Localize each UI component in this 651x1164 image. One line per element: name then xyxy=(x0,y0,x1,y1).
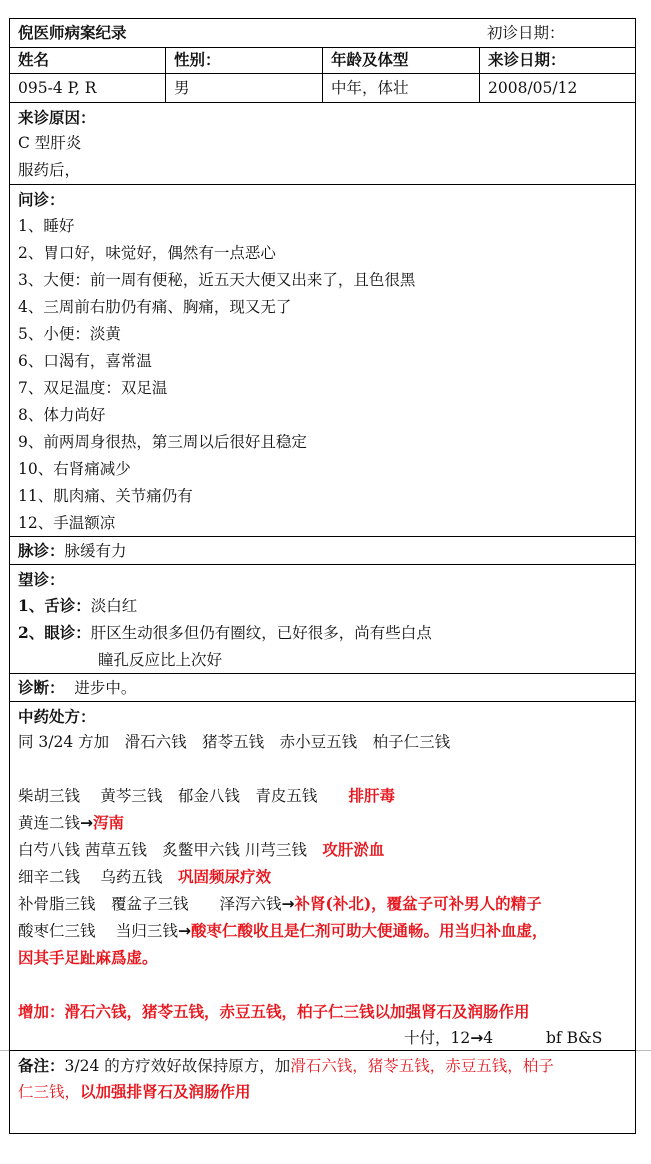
remarks-label: 备注： xyxy=(18,1056,65,1075)
reason-line: 服药后， xyxy=(18,161,81,179)
diagnosis-label: 诊断： xyxy=(18,678,65,697)
age-build-label: 年龄及体型 xyxy=(331,50,409,69)
arrow-icon: → xyxy=(281,895,295,913)
case-record-sheet xyxy=(9,18,636,1134)
tongue-value: 淡白红 xyxy=(90,597,138,615)
herb-note: 补肾(补北)，覆盆子可补男人的精子 xyxy=(294,894,542,913)
gender-label: 性别： xyxy=(174,50,221,69)
visit-label-cell xyxy=(480,48,637,73)
herb-group: 细辛二钱 乌药五钱 xyxy=(18,868,163,886)
herb-note: 巩固频尿疗效 xyxy=(177,867,271,886)
pulse-value: 脉缓有力 xyxy=(64,542,127,560)
patient-name: 095-4 P, R xyxy=(18,79,97,97)
patient-label-row xyxy=(10,48,635,74)
remarks-red-text: 仁三钱， xyxy=(18,1083,81,1101)
diagnosis-section xyxy=(10,674,635,702)
eye-label: 2、眼诊： xyxy=(18,623,91,642)
prescription-label: 中药处方： xyxy=(18,707,96,726)
margin-guide xyxy=(0,1050,9,1051)
pulse-section xyxy=(10,537,635,565)
arrow-icon: → xyxy=(80,814,94,832)
doses-end: 4 xyxy=(483,1029,494,1047)
doses-line xyxy=(404,1027,493,1049)
inquiry-item: 2、胃口好，味觉好，偶然有一点恶心 xyxy=(18,244,276,262)
herb-group: 酸枣仁三钱 当归三钱 xyxy=(18,922,178,940)
inquiry-item: 9、前两周身很热，第三周以后很好且稳定 xyxy=(18,433,307,451)
herb-group: 补骨脂三钱 覆盆子三钱 泽泻六钱 xyxy=(18,895,282,913)
document-title: 倪医师病案纪录 xyxy=(18,23,127,42)
remarks-red-text: 滑石六钱，猪苓五钱，赤豆五钱，柏子 xyxy=(290,1057,554,1075)
name-label-cell xyxy=(10,48,166,73)
inquiry-item: 4、三周前右肋仍有痛、胸痛，现又无了 xyxy=(18,298,292,316)
reason-section xyxy=(10,103,635,185)
age-label-cell xyxy=(323,48,480,73)
doses-count: 十付，12 xyxy=(404,1029,471,1047)
remarks-red-bold-text: 以加强排肾石及润肠作用 xyxy=(80,1082,251,1101)
reason-line: C 型肝炎 xyxy=(18,134,82,152)
pulse-line xyxy=(18,540,127,562)
reason-label: 来诊原因： xyxy=(18,108,96,127)
eye-line-continued: 瞳孔反应比上次好 xyxy=(98,651,223,669)
herb-group: 柴胡三钱 黄芩三钱 郁金八钱 青皮五钱 xyxy=(18,787,318,805)
prescription-line xyxy=(18,893,542,915)
observation-label: 望诊： xyxy=(18,570,65,589)
prescription-line: 同 3/24 方加 滑石六钱 猪苓五钱 赤小豆五钱 柏子仁三钱 xyxy=(18,733,451,751)
eye-line xyxy=(18,622,432,644)
visit-date: 2008/05/12 xyxy=(488,79,578,97)
prescription-line xyxy=(18,785,395,807)
name-label: 姓名 xyxy=(18,50,50,69)
inquiry-item: 7、双足温度：双足温 xyxy=(18,379,168,397)
inquiry-label: 问诊： xyxy=(18,190,65,209)
prescription-section xyxy=(10,702,635,1051)
age-value-cell xyxy=(323,74,480,102)
inquiry-item: 5、小便：淡黄 xyxy=(18,325,121,343)
inquiry-item: 8、体力尚好 xyxy=(18,406,106,424)
diagnosis-line xyxy=(18,677,136,699)
patient-age-build: 中年，体壮 xyxy=(331,79,409,97)
remarks-line xyxy=(18,1055,554,1077)
added-herbs-note: 增加：滑石六钱，猪苓五钱，赤豆五钱，柏子仁三钱以加强肾石及润肠作用 xyxy=(18,1002,530,1021)
inquiry-item: 12、手温额凉 xyxy=(18,514,116,532)
gender-label-cell xyxy=(166,48,323,73)
herb-group: 白芍八钱 茜草五钱 炙鳖甲六钱 川芎三钱 xyxy=(18,841,307,859)
diagnosis-value: 进步中。 xyxy=(74,679,137,697)
prescription-line xyxy=(18,866,271,888)
first-visit-date-label: 初诊日期： xyxy=(487,24,565,42)
tongue-label: 1、舌诊： xyxy=(18,596,91,615)
header-row xyxy=(10,19,635,48)
herb-note: 酸枣仁酸收且是仁剂可助大便通畅。用当归补血虚， xyxy=(190,921,548,940)
eye-value: 肝区生动很多但仍有圈纹，已好很多，尚有些白点 xyxy=(90,624,432,642)
tongue-line xyxy=(18,595,137,617)
prescription-line xyxy=(18,920,547,942)
visit-value-cell xyxy=(480,74,637,102)
patient-value-row xyxy=(10,74,635,103)
gender-value-cell xyxy=(166,74,323,102)
inquiry-section xyxy=(10,185,635,537)
patient-gender: 男 xyxy=(174,79,190,97)
inquiry-item: 10、右肾痛减少 xyxy=(18,460,131,478)
herb-note: 泻南 xyxy=(93,813,125,832)
inquiry-item: 6、口渴有，喜常温 xyxy=(18,352,152,370)
inquiry-item: 3、大便：前一周有便秘，近五天大便又出来了，且色很黑 xyxy=(18,271,416,289)
arrow-icon: → xyxy=(177,922,191,940)
pulse-label: 脉诊： xyxy=(18,541,65,560)
remarks-text: 3/24 的方疗效好故保持原方，加 xyxy=(64,1057,291,1075)
remarks-section xyxy=(10,1051,635,1133)
herb-group: 黄连二钱 xyxy=(18,814,81,832)
name-value-cell xyxy=(10,74,166,102)
remarks-line-continued xyxy=(18,1081,251,1103)
arrow-icon: → xyxy=(470,1029,484,1047)
observation-section xyxy=(10,565,635,674)
margin-guide xyxy=(636,1050,651,1051)
herb-note-continued: 因其手足趾麻爲虚。 xyxy=(18,948,158,967)
herb-note: 攻肝淤血 xyxy=(322,840,385,859)
visit-date-label: 来诊日期： xyxy=(488,50,566,69)
inquiry-item: 1、睡好 xyxy=(18,217,75,235)
prescription-line xyxy=(18,812,124,834)
inquiry-item: 11、肌肉痛、关节痛仍有 xyxy=(18,487,193,505)
prescription-line xyxy=(18,839,384,861)
signature: bf B&S xyxy=(546,1029,603,1047)
herb-note: 排肝毒 xyxy=(348,786,395,805)
